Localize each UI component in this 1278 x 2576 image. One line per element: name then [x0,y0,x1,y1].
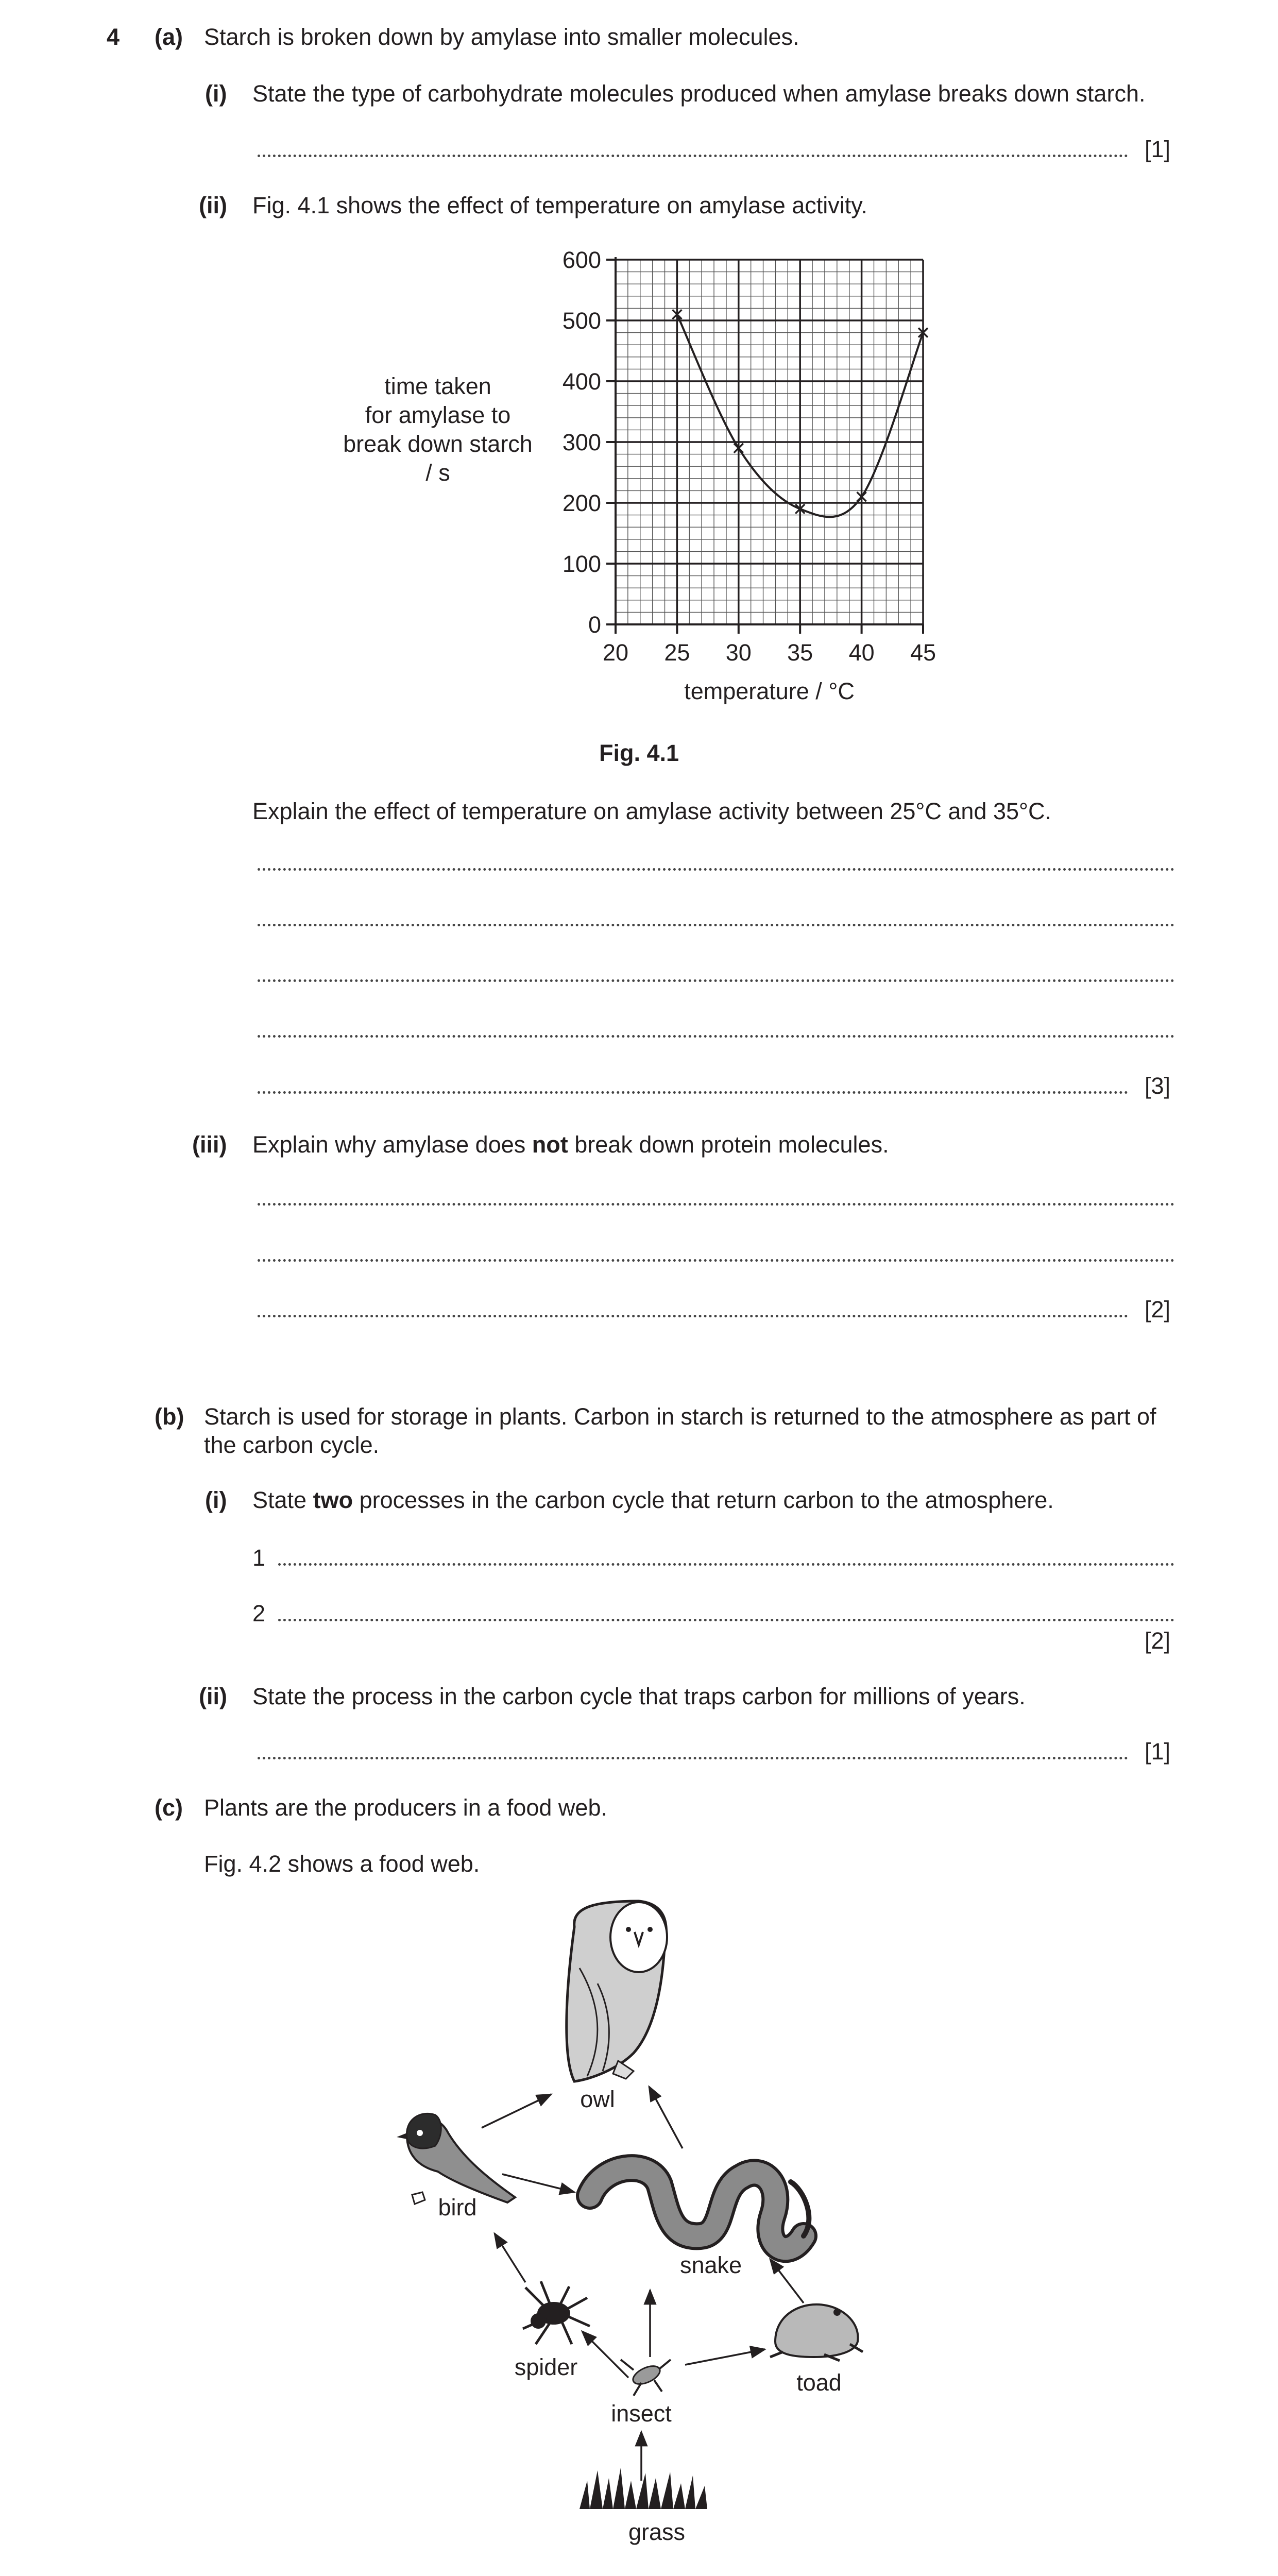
part-a-i-label: (i) [205,80,227,107]
arrow-spider-bird [495,2233,525,2282]
snake-illustration [590,2168,809,2249]
answer-number-2: 2 [252,1600,266,1626]
x-tick-label: 40 [848,639,875,666]
part-b-stem-line2: the carbon cycle. [204,1432,380,1458]
grass-illustration [580,2468,707,2509]
part-b-label: (b) [155,1403,184,1430]
part-a-stem: Starch is broken down by amylase into smaller molecules. [204,24,799,50]
answer-line[interactable] [278,1619,1174,1621]
part-b-stem-line1: Starch is used for storage in plants. Carbon in starch is returned to the atmosphere as part of [204,1403,1156,1430]
y-label-line: for amylase to [365,402,511,428]
arrow-bird-owl [482,2094,551,2128]
answer-line[interactable] [258,1203,1174,1206]
spider-illustration [523,2281,590,2344]
answer-line[interactable] [258,1757,1128,1759]
marks-a-ii: [3] [1145,1073,1171,1099]
part-c-intro: Fig. 4.2 shows a food web. [204,1851,480,1877]
text-run: State [252,1487,313,1513]
answer-line[interactable] [258,1035,1174,1038]
part-c-label: (c) [155,1794,183,1821]
y-label-line: time taken [384,373,491,399]
answer-line[interactable] [258,924,1174,926]
label-owl: owl [580,2086,615,2112]
text-run: processes in the carbon cycle that return carbon to the atmosphere. [353,1487,1054,1513]
part-a-label: (a) [155,24,183,50]
arrow-snake-owl [649,2087,683,2148]
arrow-insect-toad [685,2349,765,2365]
x-tick-label: 25 [664,639,690,666]
marks-a-iii: [2] [1145,1296,1171,1323]
question-number: 4 [107,24,120,50]
part-b-i-label: (i) [205,1487,227,1513]
x-tick-label: 30 [725,639,752,666]
y-label-line: break down starch [343,431,533,457]
part-a-ii-intro: Fig. 4.1 shows the effect of temperature on amylase activity. [252,192,867,218]
label-spider: spider [514,2354,578,2380]
answer-line[interactable] [258,979,1174,982]
chart-x-axis-label: temperature / °C [684,678,855,704]
answer-line[interactable] [258,1091,1128,1094]
arrow-bird-snake [502,2174,574,2192]
part-b-ii-label: (ii) [199,1683,227,1709]
food-web-diagram [0,1880,1278,2561]
text-run: Explain why amylase does [252,1131,532,1158]
chart-major-grid [616,260,923,624]
amylase-chart [0,0,1278,721]
part-b-i-text [252,1486,1054,1514]
figure-caption-4-1: Fig. 4.1 [599,740,679,766]
owl-illustration [567,1901,667,2081]
y-label-line: / s [425,460,450,486]
chart-axes [606,257,923,634]
text-run-bold: two [313,1487,353,1513]
bird-illustration [397,2113,515,2204]
answer-line[interactable] [258,1315,1128,1317]
text-run-bold: not [532,1131,568,1158]
part-a-i-text: State the type of carbohydrate molecules produced when amylase breaks down starch. [252,80,1146,107]
label-bird: bird [438,2194,477,2221]
x-tick-label: 20 [602,639,629,666]
answer-line[interactable] [278,1563,1174,1566]
label-grass: grass [628,2519,686,2545]
part-a-iii-text [252,1131,889,1159]
text-run: break down protein molecules. [568,1131,889,1158]
x-tick-label: 45 [910,639,936,666]
y-tick-label: 300 [562,429,601,455]
y-tick-label: 400 [562,368,601,395]
y-tick-label: 600 [562,247,601,273]
arrow-insect-spider [582,2331,628,2378]
part-a-ii-question: Explain the effect of temperature on amylase activity between 25°C and 35°C. [252,798,1052,824]
y-tick-label: 100 [562,551,601,577]
answer-line[interactable] [258,868,1174,871]
marks-b-ii: [1] [1145,1738,1171,1765]
label-insect: insect [611,2400,672,2427]
answer-line[interactable] [258,1259,1174,1262]
marks-b-i: [2] [1145,1628,1171,1654]
y-tick-label: 500 [562,308,601,334]
y-tick-label: 0 [588,612,601,638]
arrow-toad-snake [770,2259,804,2303]
y-tick-label: 200 [562,490,601,516]
marks-a-i: [1] [1145,136,1171,162]
part-c-stem: Plants are the producers in a food web. [204,1794,607,1821]
x-tick-label: 35 [787,639,813,666]
answer-number-1: 1 [252,1545,266,1571]
toad-illustration [770,2304,863,2361]
label-toad: toad [796,2369,842,2396]
label-snake: snake [679,2252,742,2278]
part-b-ii-text: State the process in the carbon cycle that traps carbon for millions of years. [252,1683,1026,1709]
part-a-iii-label: (iii) [192,1131,227,1158]
part-a-ii-label: (ii) [199,192,227,218]
